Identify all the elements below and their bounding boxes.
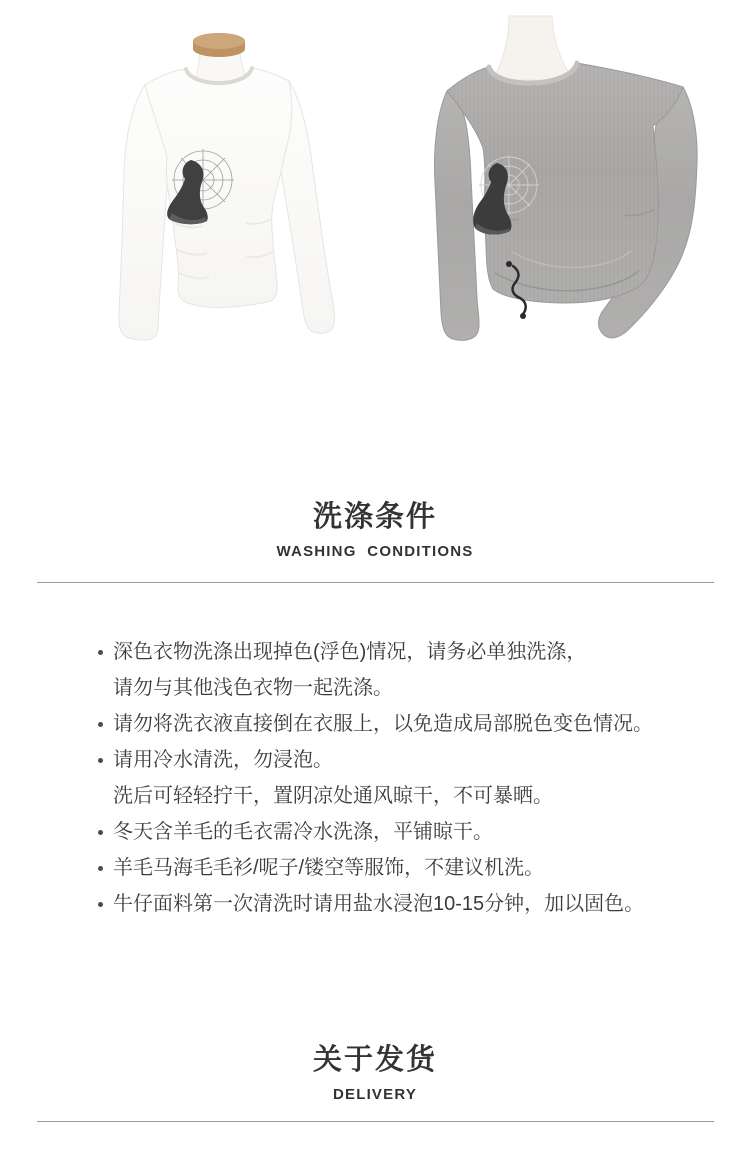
instruction-line: 冬天含羊毛的毛衣需冷水洗涤，平铺晾干。	[113, 821, 493, 843]
washing-instruction-item	[95, 706, 715, 742]
instruction-line: 深色衣物洗涤出现掉色(浮色)情况，请务必单独洗涤，	[113, 641, 587, 663]
instruction-line: 洗后可轻轻拧干，置阴凉处通风晾干，不可暴晒。	[113, 785, 553, 807]
left-sleeve	[435, 91, 480, 340]
instruction-line: 羊毛马海毛毛衫/呢子/镂空等服饰，不建议机洗。	[113, 857, 545, 879]
wood-cap-icon	[193, 33, 245, 57]
washing-instruction-item	[95, 850, 715, 886]
delivery-section-subtitle: DELIVERY	[332, 1086, 418, 1103]
washing-instructions-list	[95, 634, 715, 922]
product-photo-white-top	[112, 25, 347, 345]
washing-instruction-item	[95, 634, 715, 706]
instruction-line: 请用冷水清洗，勿浸泡。	[113, 749, 333, 771]
washing-instruction-item	[95, 814, 715, 850]
section-divider	[37, 1121, 714, 1122]
product-photo-grey-top	[425, 13, 715, 348]
mannequin-neck	[493, 16, 573, 80]
section-divider	[37, 582, 714, 583]
washing-instruction-item	[95, 886, 715, 922]
delivery-section-header	[0, 1043, 750, 1105]
washing-section-subtitle: WASHING CONDITIONS	[276, 543, 474, 560]
instruction-line: 请勿将洗衣液直接倒在衣服上，以免造成局部脱色变色情况。	[113, 713, 653, 735]
instruction-line: 请勿与其他浅色衣物一起洗涤。	[113, 677, 393, 699]
washing-section-header	[0, 500, 750, 562]
delivery-section-title: 关于发货	[312, 1044, 437, 1076]
washing-instruction-item	[95, 742, 715, 814]
washing-section-title: 洗涤条件	[312, 501, 437, 533]
instruction-line: 牛仔面料第一次清洗时请用盐水浸泡10-15分钟，加以固色。	[113, 893, 645, 915]
